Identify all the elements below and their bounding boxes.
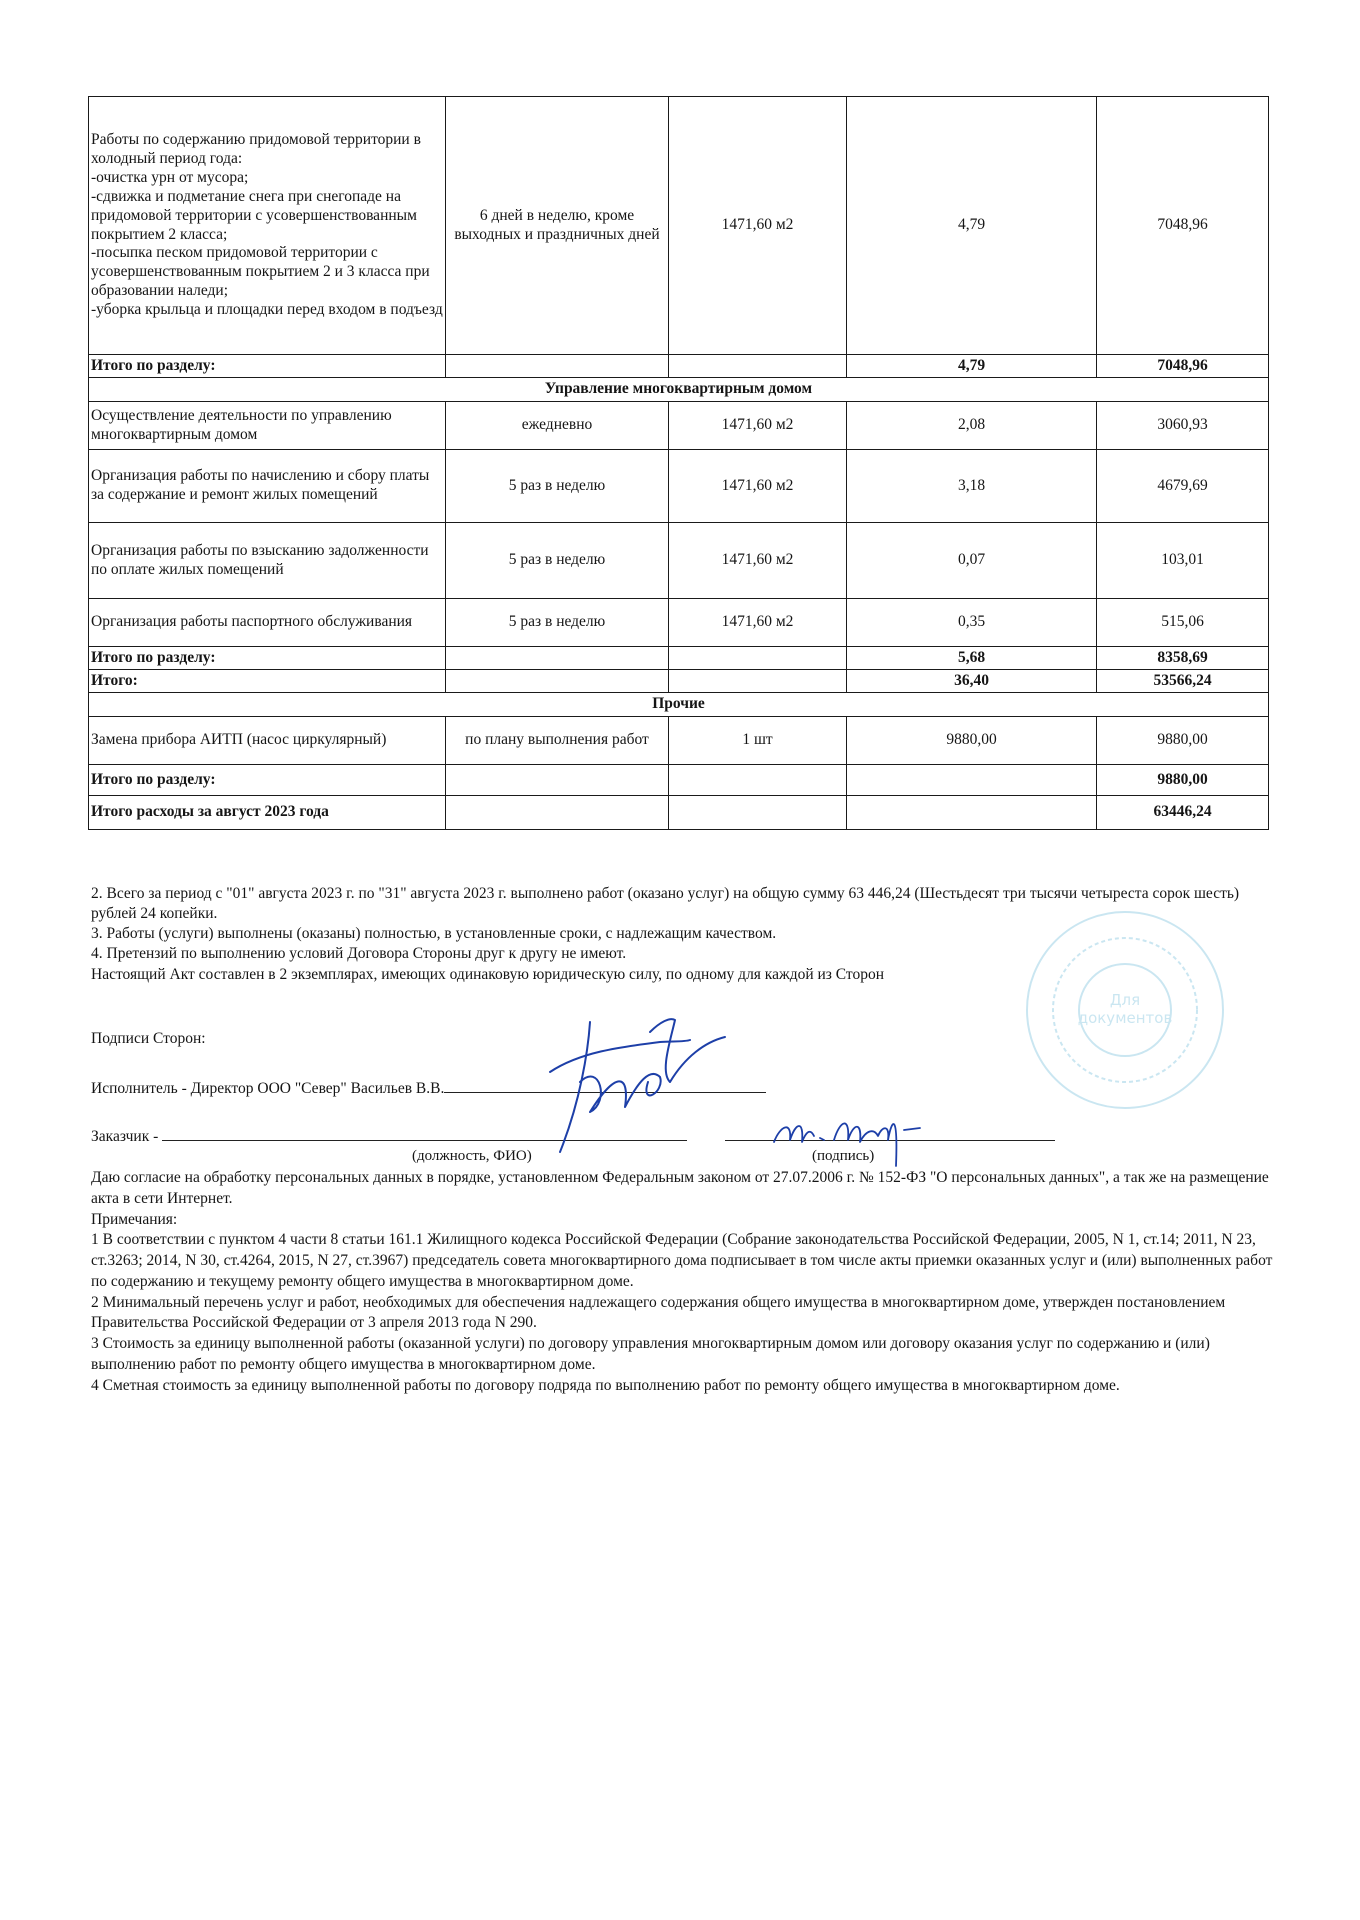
section-title: Управление многоквартирным домом [89,378,1269,402]
total-label-cell: Итого по разделу: [89,765,446,796]
frequency-cell: 6 дней в неделю, кроме выходных и праздничных дней [446,97,669,355]
stamp-seal [1020,905,1230,1120]
section-total-row [89,765,1269,796]
note-no-claims: 4. Претензий по выполнению условий Договора Стороны друг к другу не имеют. [91,945,627,963]
executor-signature-scribble [520,1012,740,1162]
customer-label: Заказчик - [91,1128,159,1145]
note-copies: Настоящий Акт составлен в 2 экземплярах, имеющих одинаковую юридическую силу, по одному для каждой из Сторон [91,965,885,983]
rate-cell: 9880,00 [847,717,1097,765]
footnote-3: 3 Стоимость за единицу выполненной работы (оказанной услуги) по договору управления многоквартирным домом или договору оказания услуг по содержанию и (или) выполнению работ по ремонту общего имущества в многоквартирном доме. [91,1335,1210,1373]
services-table [88,96,1269,830]
frequency-cell: 5 раз в неделю [446,523,669,599]
empty-cell [669,796,847,830]
grand-total-row [89,670,1269,693]
expenses-total-row [89,796,1269,830]
table-row [89,717,1269,765]
work-name-cell: Организация работы паспортного обслуживания [89,599,446,647]
executor-label: Исполнитель - Директор ООО "Север" Васильев В.В. [91,1080,445,1097]
sum-cell: 7048,96 [1097,97,1269,355]
total-sum-cell: 53566,24 [1097,670,1269,693]
footnote-2: 2 Минимальный перечень услуг и работ, необходимых для обеспечения надлежащего содержания общего имущества в многоквартирном доме, утвержден постановлением Правительства Российской Федерации от 3 апреля 2013 года N 290. [91,1293,1226,1332]
volume-cell: 1471,60 м2 [669,523,847,599]
total-rate-cell: 36,40 [847,670,1097,693]
empty-cell [847,796,1097,830]
section-total-row [89,355,1269,378]
rate-cell: 0,35 [847,599,1097,647]
svg-text:Длядокументов: Для документов [1077,991,1173,1027]
footnote-4: 4 Сметная стоимость за единицу выполненной работы по договору подряда по выполнению работ по ремонту общего имущества в многоквартирном доме. [91,1376,1120,1394]
total-rate-cell: 5,68 [847,647,1097,670]
total-label-cell: Итого по разделу: [89,355,446,378]
empty-cell [669,647,847,670]
consent-text: Даю согласие на обработку персональных данных в порядке, установленном Федеральным законом от 27.07.2006 г. № 152-ФЗ "О персональных данных", а так же на размещение акта в сети Интернет. [91,1169,1269,1207]
total-label-cell: Итого расходы за август 2023 года [89,796,446,830]
empty-cell [446,355,669,378]
volume-cell: 1 шт [669,717,847,765]
rate-cell: 0,07 [847,523,1097,599]
volume-cell: 1471,60 м2 [669,402,847,450]
signatures-heading: Подписи Сторон: [91,1030,206,1047]
empty-cell [446,670,669,693]
total-label-cell: Итого: [89,670,446,693]
empty-cell [847,765,1097,796]
signature-caption: (подпись) [812,1148,875,1164]
footnotes-heading: Примечания: [91,1210,178,1228]
footnote-1: 1 В соответствии с пунктом 4 части 8 статьи 161.1 Жилищного кодекса Российской Федерации (Собрание законодательства Российской Федерации, 2005, N 1, ст.14; 2011, N 23, ст.3263; 2014, N 30, ст.4264, 2015, N 27, ст.3967) председатель совета многоквартирного дома подписывает в том числе акты приемки оказанных услуг и (или) выполненных работ по содержанию и текущему ремонту общего имущества в многоквартирном доме. [91,1231,1273,1290]
work-name-cell: Организация работы по начислению и сбору платы за содержание и ремонт жилых помещений [89,450,446,523]
rate-cell: 4,79 [847,97,1097,355]
work-name-cell: Замена прибора АИТП (насос циркулярный) [89,717,446,765]
table-row [89,523,1269,599]
rate-cell: 2,08 [847,402,1097,450]
section-title: Прочие [89,693,1269,717]
volume-cell: 1471,60 м2 [669,450,847,523]
section-total-row [89,647,1269,670]
total-sum-cell: 8358,69 [1097,647,1269,670]
sum-cell: 4679,69 [1097,450,1269,523]
empty-cell [669,765,847,796]
table-row [89,450,1269,523]
section-header-row [89,693,1269,717]
frequency-cell: ежедневно [446,402,669,450]
work-name-cell: Организация работы по взысканию задолженности по оплате жилых помещений [89,523,446,599]
sum-cell: 515,06 [1097,599,1269,647]
note-quality: 3. Работы (услуги) выполнены (оказаны) полностью, в установленные сроки, с надлежащим качеством. [91,925,777,943]
total-sum-cell: 63446,24 [1097,796,1269,830]
footnotes-block [91,1168,1281,1396]
frequency-cell: 5 раз в неделю [446,599,669,647]
table-row [89,97,1269,355]
rate-cell: 3,18 [847,450,1097,523]
total-rate-cell: 4,79 [847,355,1097,378]
frequency-cell: 5 раз в неделю [446,450,669,523]
work-name-cell: Осуществление деятельности по управлению многоквартирным домом [89,402,446,450]
empty-cell [669,670,847,693]
work-name-cell: Работы по содержанию придомовой территории в холодный период года: -очистка урн от мусора; -сдвижка и подметание снега при снегопаде на придомовой территории с усовершенствованным покрытием 2 класса; -посыпка песком придомовой территории с усовершенствованным покрытием 2 и 3 класса при образовании наледи; -уборка крыльца и площадки перед входом в подъезд [89,97,446,355]
empty-cell [446,796,669,830]
position-caption: (должность, ФИО) [412,1148,532,1164]
volume-cell: 1471,60 м2 [669,599,847,647]
volume-cell: 1471,60 м2 [669,97,847,355]
empty-cell [669,355,847,378]
note-total-amount: 2. Всего за период с "01" августа 2023 г. по "31" августа 2023 г. выполнено работ (оказано услуг) на общую сумму 63 446,24 (Шестьдесят три тысячи четыреста сорок шесть) рублей 24 копейки. [91,885,1240,923]
stamp-seal-graphic [1020,905,1230,1115]
customer-signature-scribble [770,1106,970,1176]
sum-cell: 3060,93 [1097,402,1269,450]
table-row [89,402,1269,450]
total-sum-cell: 7048,96 [1097,355,1269,378]
section-header-row [89,378,1269,402]
total-sum-cell: 9880,00 [1097,765,1269,796]
frequency-cell: по плану выполнения работ [446,717,669,765]
sum-cell: 9880,00 [1097,717,1269,765]
sum-cell: 103,01 [1097,523,1269,599]
total-label-cell: Итого по разделу: [89,647,446,670]
table-row [89,599,1269,647]
empty-cell [446,647,669,670]
empty-cell [446,765,669,796]
